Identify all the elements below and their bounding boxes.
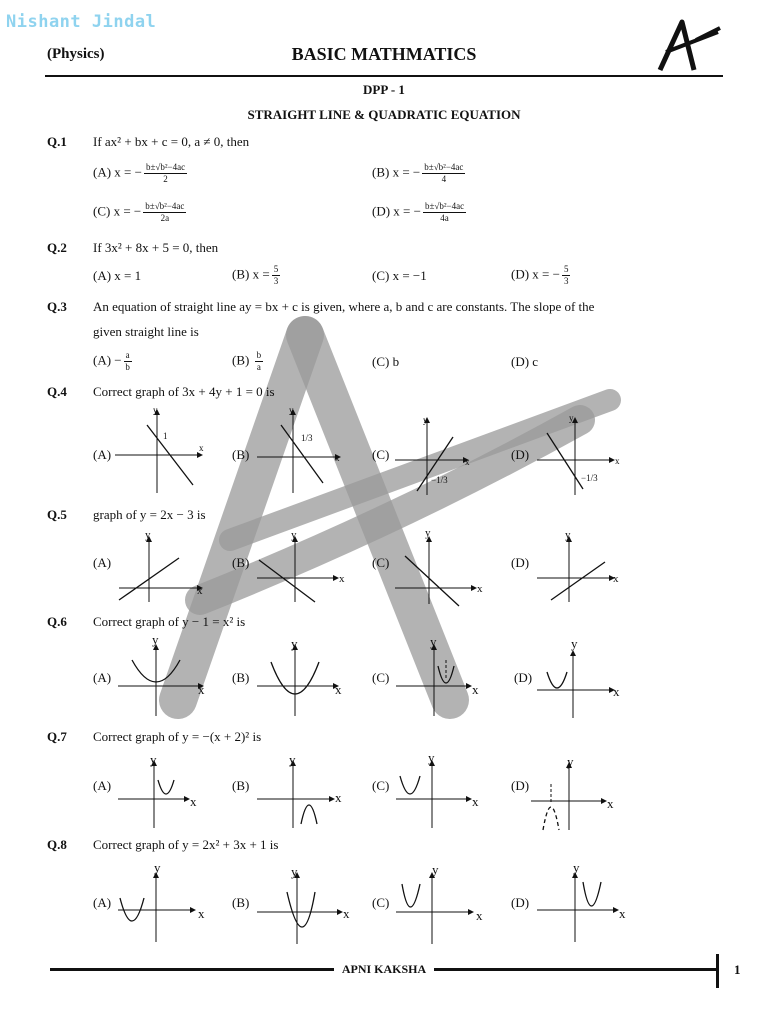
axis-label-x: x	[197, 585, 203, 597]
axis-label-y: y	[571, 636, 578, 651]
dpp-label: DPP - 1	[363, 82, 405, 97]
graph-q5-a	[115, 530, 210, 605]
option-d-label: (D)	[514, 670, 533, 685]
axis-label-x: x	[472, 682, 479, 697]
axis-label-y: y	[291, 636, 298, 651]
axis-label-x: x	[335, 453, 340, 463]
page-number: 1	[734, 962, 741, 977]
footer-brand: APNI KAKSHA	[341, 962, 427, 976]
option-a-label: (A)	[93, 778, 112, 793]
graph-q4-c	[395, 413, 490, 498]
option-a: (A) x = 1	[93, 268, 142, 283]
axis-label-x: x	[199, 443, 204, 453]
axis-label-x: x	[476, 908, 483, 923]
intercept-label: −1/3	[581, 473, 598, 483]
intercept-label: −1/3	[431, 475, 448, 485]
axis-label-y: y	[573, 860, 580, 875]
option-a: (A) x = − $\frac{\text{b±√b²−4ac}}{2}$	[93, 162, 186, 184]
graph-q4-a	[115, 405, 210, 495]
question-number: Q.1	[47, 134, 67, 149]
option-c: (C) x = − $\frac{\text{b±√b²−4ac}}{2a}$	[93, 201, 185, 223]
option-d-label: (D)	[511, 555, 530, 570]
graph-q8-a	[118, 858, 213, 946]
axis-label-y: y	[152, 632, 159, 647]
option-d-label: (D)	[511, 447, 530, 462]
axis-label-y: y	[289, 752, 296, 767]
graph-q8-b	[257, 862, 352, 946]
axis-label-y: y	[145, 529, 151, 541]
option-b-label: (B)	[232, 778, 250, 793]
subject-label: (Physics)	[47, 46, 105, 62]
axis-label-x: x	[343, 906, 350, 921]
axis-label-x: x	[339, 573, 345, 585]
graph-q5-c	[395, 528, 490, 606]
page-title: BASIC MATHMATICS	[291, 44, 477, 64]
question-number: Q.4	[47, 384, 67, 399]
question-text: Correct graph of y = −(x + 2)² is	[93, 729, 262, 744]
axis-label-x: x	[615, 456, 620, 466]
option-c-label: (C)	[372, 555, 390, 570]
option-b: (B) $\frac{b}{a}$	[232, 350, 262, 372]
graph-q4-d	[537, 413, 632, 498]
footer-rule-left	[50, 968, 334, 971]
axis-label-y: y	[428, 750, 435, 765]
axis-label-x: x	[465, 457, 470, 467]
option-a-label: (A)	[93, 447, 112, 462]
question-number: Q.8	[47, 837, 67, 852]
question-number: Q.7	[47, 729, 67, 744]
axis-label-y: y	[153, 405, 158, 415]
question-text: An equation of straight line ay = bx + c is given, where a, b and c are constants. The slope of the	[93, 299, 595, 314]
option-b-label: (B)	[232, 670, 250, 685]
author-watermark-text: Nishant Jindal	[6, 12, 157, 32]
option-b-label: (B)	[232, 895, 250, 910]
axis-label-x: x	[613, 684, 620, 699]
axis-label-x: x	[477, 583, 483, 595]
option-a: (A) − $\frac{a}{b}$	[93, 350, 130, 372]
axis-label-y: y	[425, 527, 431, 539]
option-d-label: (D)	[511, 778, 530, 793]
graph-q5-b	[257, 530, 352, 605]
graph-q7-a	[118, 752, 208, 830]
header-divider	[45, 75, 723, 77]
topic-heading: STRAIGHT LINE & QUADRATIC EQUATION	[247, 107, 521, 122]
axis-label-y: y	[150, 752, 157, 767]
axis-label-x: x	[613, 573, 619, 585]
graph-q4-b	[257, 405, 352, 495]
question-text: If ax² + bx + c = 0, a ≠ 0, then	[93, 134, 250, 149]
option-d: (D) x = − $\frac{\text{b±√b²−4ac}}{4a}$	[372, 201, 465, 223]
option-a-label: (A)	[93, 670, 112, 685]
graph-q6-a	[118, 634, 213, 719]
brand-logo-icon	[652, 18, 722, 74]
axis-label-y: y	[291, 529, 297, 541]
option-d: (D) c	[511, 354, 539, 369]
option-a-label: (A)	[93, 895, 112, 910]
question-number: Q.6	[47, 614, 67, 629]
graph-q5-d	[537, 530, 632, 605]
axis-label-y: y	[291, 864, 298, 879]
question-text: Correct graph of y = 2x² + 3x + 1 is	[93, 837, 279, 852]
question-number: Q.5	[47, 507, 67, 522]
graph-q6-b	[257, 634, 352, 719]
graph-q8-d	[537, 858, 632, 946]
intercept-label: 1	[163, 431, 168, 441]
axis-label-x: x	[335, 682, 342, 697]
axis-label-y: y	[567, 754, 574, 769]
axis-label-y: y	[154, 860, 161, 875]
axis-label-y: y	[569, 413, 574, 423]
axis-label-y: y	[565, 529, 571, 541]
question-text: Correct graph of 3x + 4y + 1 = 0 is	[93, 384, 275, 399]
footer-rule-right	[434, 968, 718, 971]
option-b: (B) x = $\frac{5}{3}$	[232, 264, 279, 286]
option-a-label: (A)	[93, 555, 112, 570]
axis-label-y: y	[289, 405, 294, 415]
option-c-label: (C)	[372, 895, 390, 910]
question-text: graph of y = 2x − 3 is	[93, 507, 206, 522]
axis-label-x: x	[335, 790, 342, 805]
option-b: (B) x = − $\frac{\text{b±√b²−4ac}}{4}$	[372, 162, 464, 184]
option-c-label: (C)	[372, 778, 390, 793]
axis-label-y: y	[430, 634, 437, 649]
footer-bar	[716, 954, 719, 988]
axis-label-y: y	[423, 415, 428, 425]
axis-label-x: x	[619, 906, 626, 921]
option-c: (C) b	[372, 354, 400, 369]
question-text-continued: given straight line is	[93, 324, 199, 339]
graph-q7-b	[257, 752, 352, 830]
axis-label-x: x	[198, 906, 205, 921]
question-text: Correct graph of y − 1 = x² is	[93, 614, 246, 629]
option-d: (D) x = − $\frac{5}{3}$	[511, 264, 569, 286]
intercept-label: 1/3	[301, 433, 313, 443]
option-c-label: (C)	[372, 447, 390, 462]
option-d-label: (D)	[511, 895, 530, 910]
axis-label-x: x	[472, 794, 479, 809]
axis-label-x: x	[190, 794, 197, 809]
graph-q7-c	[396, 752, 491, 830]
graph-q8-c	[396, 860, 491, 946]
graph-q6-c	[396, 636, 491, 721]
option-c: (C) x = −1	[372, 268, 427, 283]
question-number: Q.3	[47, 299, 67, 314]
graph-q7-d	[531, 754, 626, 832]
axis-label-y: y	[432, 862, 439, 877]
axis-label-x: x	[198, 682, 205, 697]
question-number: Q.2	[47, 240, 67, 255]
option-c-label: (C)	[372, 670, 390, 685]
question-text: If 3x² + 8x + 5 = 0, then	[93, 240, 219, 255]
option-b-label: (B)	[232, 447, 250, 462]
option-b-label: (B)	[232, 555, 250, 570]
graph-q6-d	[537, 638, 632, 720]
axis-label-x: x	[607, 796, 614, 811]
